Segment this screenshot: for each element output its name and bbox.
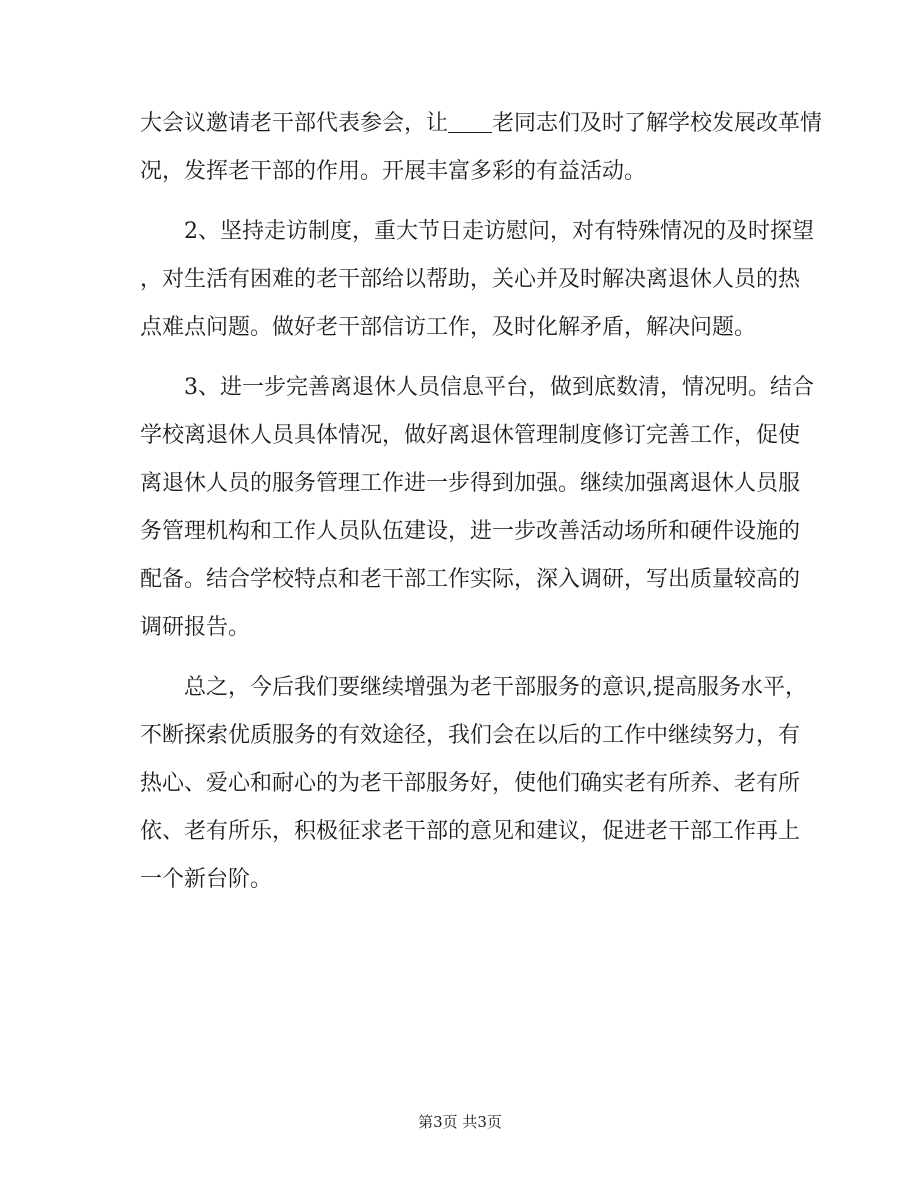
text-line: 热心、爱心和耐心的为老干部服务好，使他们确实老有所养、老有所 [140, 771, 801, 796]
text-line: 总之，今后我们要继续增强为老干部服务的意识,提高服务水平， [184, 675, 807, 700]
paragraph-visits [140, 208, 814, 352]
fill-in-blank [448, 110, 492, 133]
text-line: 调研报告。 [140, 615, 251, 640]
text-line: 不断探索优质服务的有效途径，我们会在以后的工作中继续努力，有 [140, 723, 801, 748]
paragraph-info-platform [140, 364, 814, 652]
text-line: 依、老有所乐，积极征求老干部的意见和建议，促进老干部工作再上 [140, 819, 801, 844]
text-line: 2、坚持走访制度，重大节日走访慰问，对有特殊情况的及时探望 [184, 219, 814, 244]
text-line: 一个新台阶。 [140, 867, 273, 892]
text-line: 大会议邀请老干部代表参会，让 老同志们及时了解学校发展改革情 [140, 111, 823, 136]
text-line: 3、进一步完善离退休人员信息平台，做到底数清，情况明。结合 [184, 375, 814, 400]
text-line: 配备。结合学校特点和老干部工作实际，深入调研，写出质量较高的 [140, 567, 801, 592]
paragraph-continuation [140, 100, 823, 196]
text-line: 离退休人员的服务管理工作进一步得到加强。继续加强离退休人员服 [140, 471, 801, 496]
page-number-footer: 第3页 共3页 [418, 1113, 502, 1131]
paragraph-summary [140, 664, 807, 904]
text-line: 况，发挥老干部的作用。开展丰富多彩的有益活动。 [140, 159, 647, 184]
text-line: 学校离退休人员具体情况，做好离退休管理制度修订完善工作，促使 [140, 423, 801, 448]
text-line: 点难点问题。做好老干部信访工作，及时化解矛盾，解决问题。 [140, 315, 757, 340]
document-body [140, 100, 823, 904]
text-line: ，对生活有困难的老干部给以帮助，关心并及时解决离退休人员的热 [140, 267, 801, 292]
text-line: 务管理机构和工作人员队伍建设，进一步改善活动场所和硬件设施的 [140, 519, 801, 544]
